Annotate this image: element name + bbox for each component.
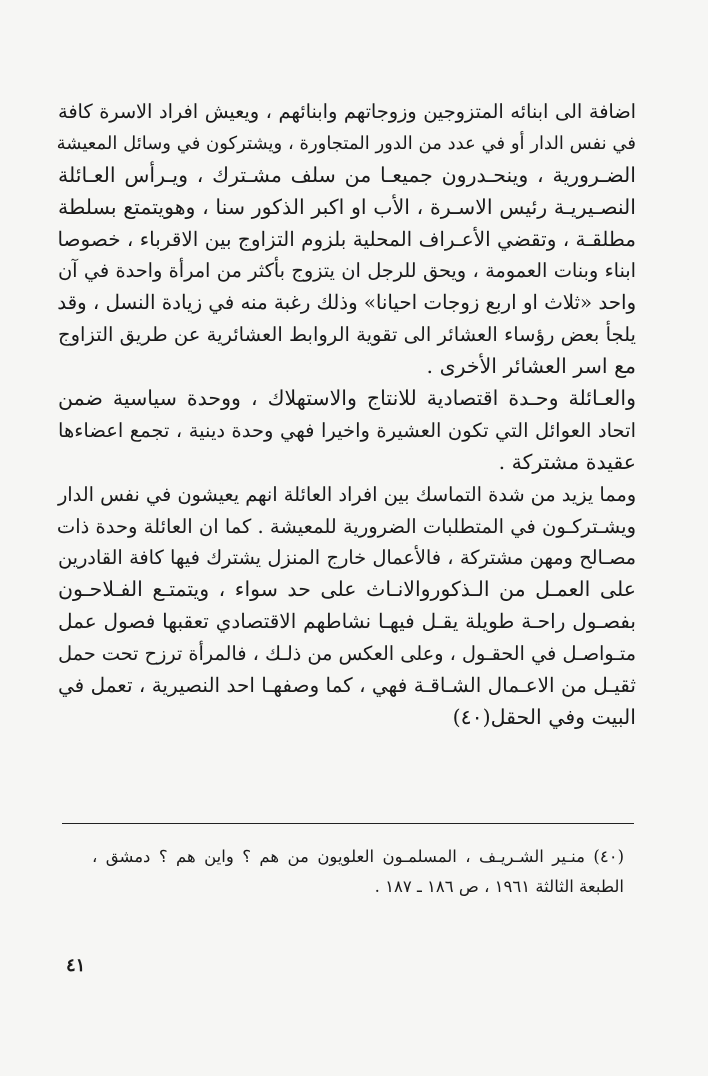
text-line: البيت وفي الحقل(٤٠) <box>452 704 636 729</box>
footnote-line: الطبعة الثالثة ١٩٦١ ، ص ١٨٦ ـ ١٨٧ . <box>374 877 624 896</box>
text-line: متـواصـل في الحقـول ، وعلى العكس من ذلـك ، فالمرأة ترزح تحت حمل <box>58 642 636 666</box>
text-line: مطلقـة ، وتقضي الأعـراف المحلية بلزوم التزاوج بين الاقرباء ، خصوصا <box>57 226 636 251</box>
text-line: بفصـول راحـة طويلة يقـل فيهـا نشاطهم الاقتصادي تعقبها فصول عمل <box>58 609 636 634</box>
text-line: ثقيـل من الاعـمال الشـاقـة فهي ، كما وصفهـا احد النصيرية ، تعمل في <box>58 673 636 698</box>
footnote-line: (٤٠) منـير الشـريـف ، المسلمـون العلويون من هم ؟ واين هم ؟ دمشق ، <box>92 847 624 866</box>
text-line: الضـرورية ، وينحـدرون جميعـا من سلف مشـترك ، ويـرأس العـائلة <box>58 162 636 187</box>
text-line: مصـالح ومهن مشتركة ، فالأعمال خارج المنزل يشترك فيها كافة القادرين <box>58 546 636 570</box>
text-line: والعـائلة وحـدة اقتصادية للانتاج والاستهلاك ، ووحدة سياسية ضمن <box>58 386 636 411</box>
text-line: اضافة الى ابنائه المتزوجين وزوجاتهم وابنائهم ، ويعيش افراد الاسرة كافة <box>58 100 636 123</box>
text-line: يلجأ بعض رؤساء العشائر الى تقوية الروابط العشائرية عن طريق التزاوج <box>58 323 636 347</box>
text-line: ومما يزيد من شدة التماسك بين افراد العائلة انهم يعيشون في نفس الدار <box>58 482 636 506</box>
text-line: عقيدة مشتركة . <box>498 449 636 474</box>
footnote-divider <box>62 823 634 824</box>
page-number: ٤١ <box>66 955 86 976</box>
text-line: واحد «ثلاث او اربع زوجات احيانا» وذلك رغبة منه في زيادة النسل ، وقد <box>57 291 636 315</box>
footnote <box>92 842 624 902</box>
text-line: ويشـتركـون في المتطلبات الضرورية للمعيشة . كما ان العائلة وحدة ذات <box>56 514 636 538</box>
text-line: على العمـل من الـذكوروالانـاث على حد سواء ، ويتمتـع الفـلاحـون <box>58 577 636 602</box>
text-line: ابناء وبنات العمومة ، ويحق للرجل ان يتزوج بأكثر من امرأة واحدة في آن <box>58 259 636 283</box>
text-line: في نفس الدار أو في عدد من الدور المتجاورة ، ويشتركون في وسائل المعيشة <box>56 132 636 154</box>
text-line: النصـيريـة رئيس الاسـرة ، الأب او اكبر الذكور سنا ، وهويتمتع بسلطة <box>58 194 636 219</box>
body-text <box>58 96 636 734</box>
text-line: مع اسر العشائر الأخرى . <box>426 354 636 379</box>
text-line: اتحاد العوائل التي تكون العشيرة واخيرا فهي وحدة دينية ، تجمع اعضاءها <box>58 418 636 442</box>
